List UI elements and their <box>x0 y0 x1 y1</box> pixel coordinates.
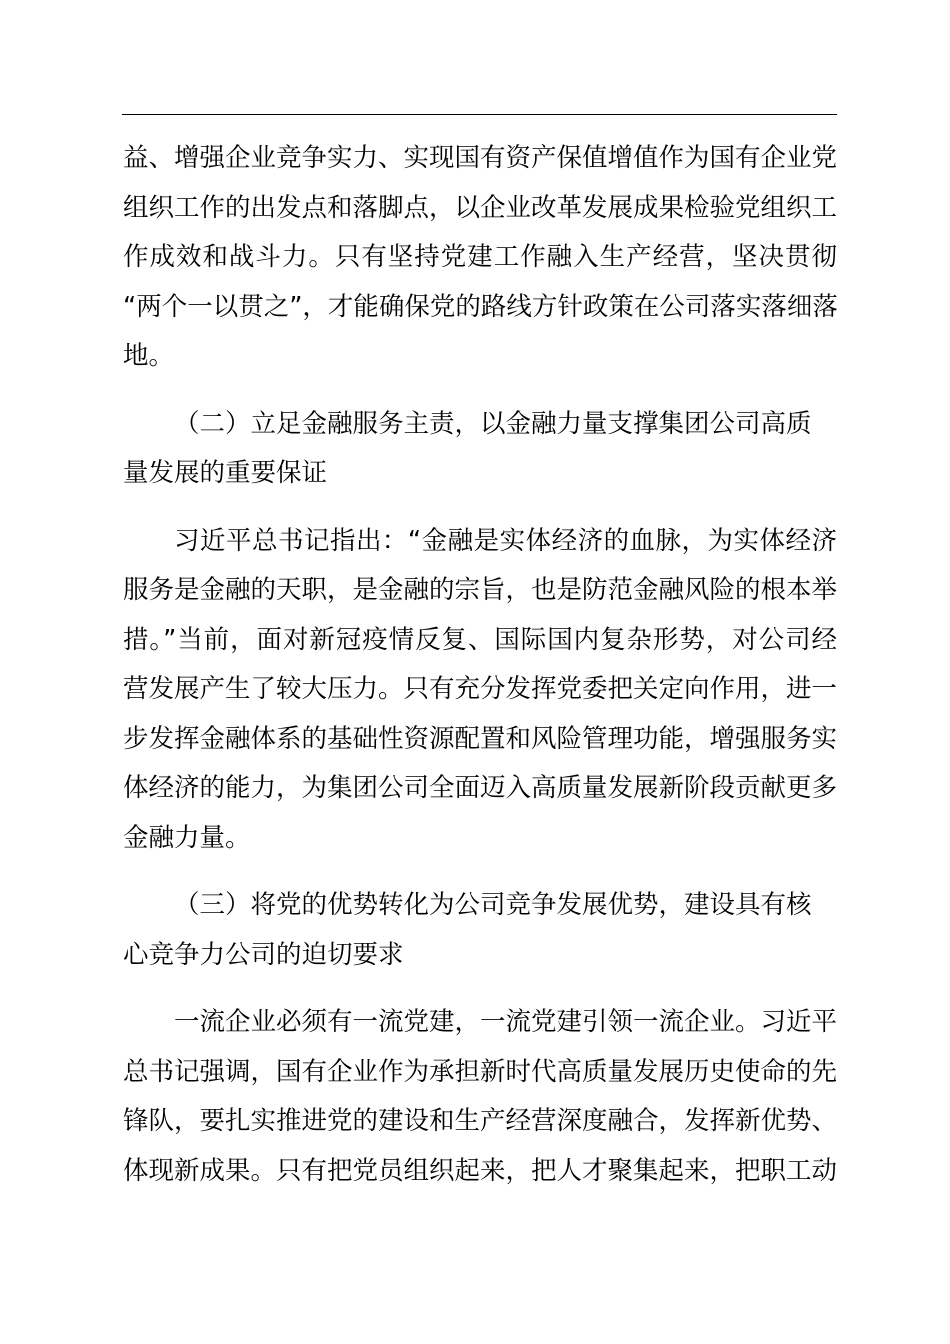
paragraph-line: 金融力量。 <box>123 823 251 853</box>
paragraph-line: 锋队，要扎实推进党的建设和生产经营深度融合，发挥新优势、 <box>123 1106 838 1136</box>
paragraph-line: 一流企业必须有一流党建，一流党建引领一流企业。习近平 <box>174 1007 838 1037</box>
heading-line: （三）将党的优势转化为公司竞争发展优势，建设具有核 <box>174 890 812 920</box>
paragraph-line: 措。”当前，面对新冠疫情反复、国际国内复杂形势，对公司经 <box>123 625 837 655</box>
paragraph-line: 作成效和战斗力。只有坚持党建工作融入生产经营，坚决贯彻 <box>123 242 837 272</box>
paragraph-line: 服务是金融的天职，是金融的宗旨，也是防范金融风险的根本举 <box>123 575 838 605</box>
heading-line: （二）立足金融服务主责，以金融力量支撑集团公司高质 <box>174 409 812 439</box>
paragraph-line: 地。 <box>123 341 175 371</box>
paragraph-line: 步发挥金融体系的基础性资源配置和风险管理功能，增强服务实 <box>123 724 838 754</box>
paragraph-line: 总书记强调，国有企业作为承担新时代高质量发展历史使命的先 <box>123 1057 838 1087</box>
paragraph-line: 体现新成果。只有把党员组织起来，把人才聚集起来，把职工动 <box>123 1156 838 1186</box>
header-rule <box>122 114 837 115</box>
heading-line: 心竞争力公司的迫切要求 <box>123 940 404 970</box>
paragraph-line: 益、增强企业竞争实力、实现国有资产保值增值作为国有企业党 <box>123 143 838 173</box>
paragraph-line: “两个一以贯之”，才能确保党的路线方针政策在公司落实落细落 <box>123 292 838 322</box>
paragraph-line: 营发展产生了较大压力。只有充分发挥党委把关定向作用，进一 <box>123 674 838 704</box>
paragraph-line: 组织工作的出发点和落脚点，以企业改革发展成果检验党组织工 <box>123 193 838 223</box>
heading-line: 量发展的重要保证 <box>123 458 328 488</box>
paragraph-line: 体经济的能力，为集团公司全面迈入高质量发展新阶段贡献更多 <box>123 773 838 803</box>
paragraph-line: 习近平总书记指出：“金融是实体经济的血脉，为实体经济 <box>174 526 837 556</box>
